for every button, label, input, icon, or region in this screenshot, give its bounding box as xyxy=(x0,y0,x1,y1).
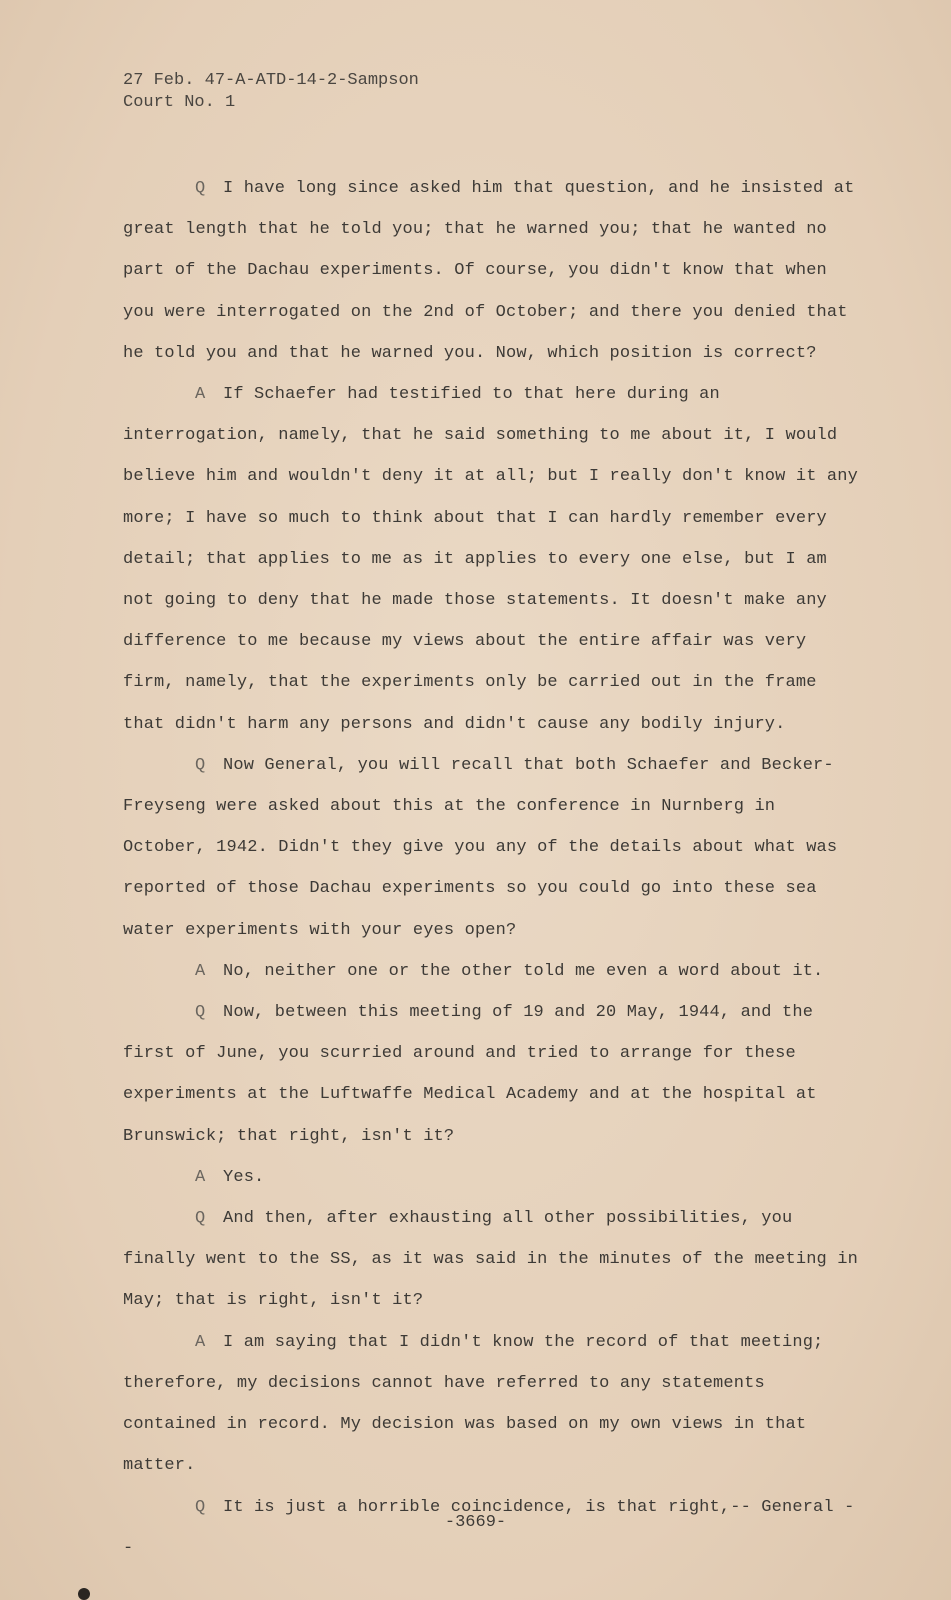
speaker-label: A xyxy=(195,1167,206,1187)
speaker-label: Q xyxy=(195,1003,206,1023)
transcript-paragraph xyxy=(123,1322,863,1487)
speaker-label: Q xyxy=(195,179,206,198)
header-line-court: Court No. 1 xyxy=(123,93,236,112)
page-number: -3669- xyxy=(444,1513,507,1532)
transcript-paragraph xyxy=(123,992,863,1157)
paragraph-text: Now General, you will recall that both Schaefer and Becker-Freyseng were asked about this at the conference in Nurnberg in October, 1942. Didn't they give you any of the details about what was reported of those Dachau experiments so you could go into these sea water experiments with your eyes open? xyxy=(123,755,838,940)
paragraph-text: Now, between this meeting of 19 and 20 May, 1944, and the first of June, you scurried around and tried to arrange for these experiments at the Luftwaffe Medical Academy and at the hospital at Brunswick; that right, isn't it? xyxy=(123,1003,817,1146)
paragraph-text: It is just a horrible coincidence, is that right,-- General -- xyxy=(123,1497,855,1558)
paragraph-text: Yes. xyxy=(223,1167,265,1187)
speaker-label: A xyxy=(195,961,206,981)
paragraph-text: No, neither one or the other told me even a word about it. xyxy=(223,961,824,981)
header-line-date-reference: 27 Feb. 47-A-ATD-14-2-Sampson xyxy=(123,71,419,90)
punch-hole-mark xyxy=(78,1588,90,1600)
transcript-paragraph xyxy=(123,374,863,745)
paragraph-text: And then, after exhausting all other possibilities, you finally went to the SS, as it was said in the minutes of the meeting in May; that is right, isn't it? xyxy=(123,1209,858,1311)
document-header xyxy=(123,70,419,114)
paragraph-text: I am saying that I didn't know the record of that meeting; therefore, my decisions cannot have referred to any statements contained in record. My decision was based on my own views in that matter. xyxy=(123,1332,824,1476)
speaker-label: A xyxy=(195,1332,206,1352)
speaker-label: Q xyxy=(195,1497,206,1517)
paragraph-text: If Schaefer had testified to that here during an interrogation, namely, that he said something to me about it, I would believe him and wouldn't deny it at all; but I really don't know it any more; I have so much to think about that I can hardly remember every detail; that applies to me as it applies to every one else, but I am not going to deny that he made those statements. It doesn't make any difference to me because my views about the entire affair was very firm, namely, that the experiments only be carried out in the frame that didn't harm any persons and didn't cause any bodily injury. xyxy=(123,385,858,734)
transcript-paragraph xyxy=(123,168,863,374)
transcript-body xyxy=(123,168,863,1569)
speaker-label: Q xyxy=(195,755,206,775)
paragraph-text: I have long since asked him that question, and he insisted at great length that he told you; that he warned you; that he wanted no part of the Dachau experiments. Of course, you didn't know that when you were interrogated on the 2nd of October; and there you denied that he told you and that he warned you. Now, which position is correct? xyxy=(123,179,855,363)
transcript-paragraph xyxy=(123,745,863,951)
transcript-paragraph xyxy=(123,1198,863,1322)
transcript-paragraph xyxy=(123,1157,863,1198)
speaker-label: Q xyxy=(195,1209,206,1229)
transcript-paragraph xyxy=(123,951,863,992)
speaker-label: A xyxy=(195,385,206,405)
